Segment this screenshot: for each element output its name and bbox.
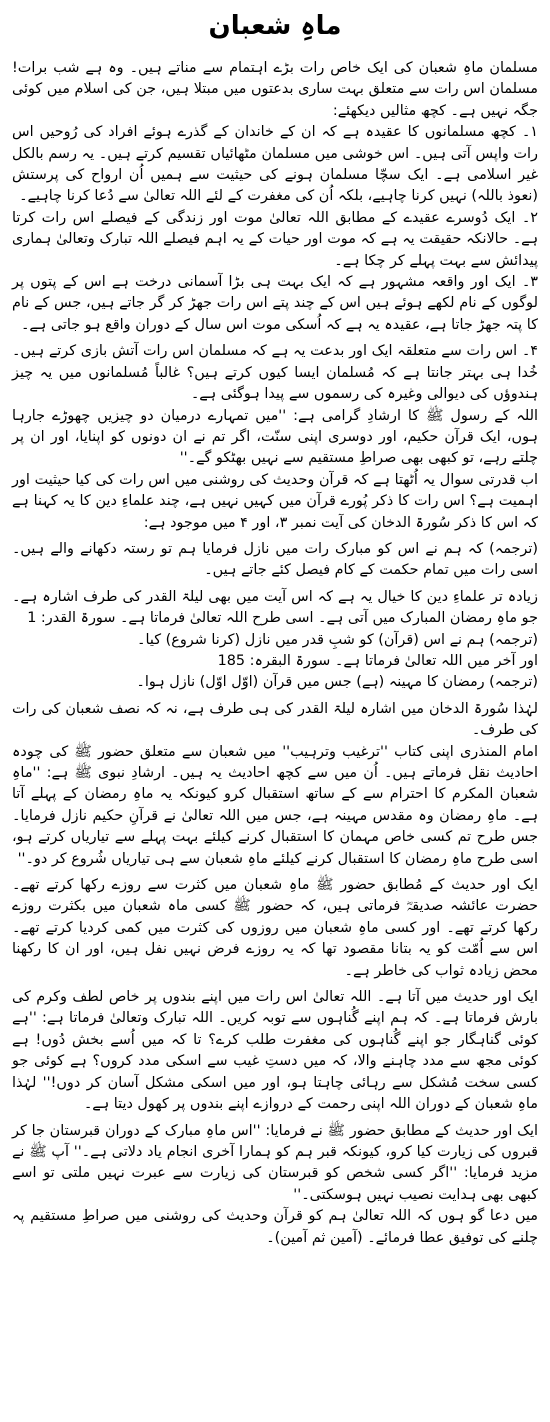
intro-paragraph: مسلمان ماہِ شعبان کی ایک خاص رات بڑے اہتمام سے مناتے ہیں۔ وہ ہے شب برات! مسلمان اس رات سے متعلق بہت ساری بدعتوں میں مبتلا ہیں، جن کی اسلام میں کوئی جگہ نہیں ہے۔ کچھ مثالیں دیکھئے: xyxy=(12,60,538,119)
closing-dua: میں دعا گو ہوں کہ اللہ تعالیٰ ہم کو قرآن وحدیث کی روشنی میں صراطِ مستقیم پہ چلنے کی توفیق عطا فرمائے۔ (آمین ثم آمین)۔ xyxy=(12,1208,538,1246)
scholars-paragraph: زیادہ تر علماءِ دین کا خیال یہ ہے کہ اس آیت میں بھی لیلۃ القدر کی طرف اشارہ ہے۔ جو ماہِ رمضان المبارک میں آتی ہے۔ اسی طرح اللہ تعالیٰ فرماتا ہے۔ سورۃ القدر: 1 xyxy=(12,588,538,627)
graves-paragraph: ایک اور حدیث کے مطابق حضور ﷺ نے فرمایا: ''اس ماہِ مبارک کے دوران قبرستان جا کر قبروں کی زیارت کیا کرو، کیونکہ قبر ہم کو ہمارا آخری انجام یاد دلاتی ہے۔'' آپ ﷺ نے مزید فرمایا: ''اگر کسی شخص کو قبرستان کی زیارت سے عبرت نہیں ملتی تو اسے کبھی بھی ہدایت نصیب نہیں ہوسکتی۔'' xyxy=(12,1122,538,1203)
article-body xyxy=(12,58,538,1249)
list-item-1: ۱۔ کچھ مسلمانوں کا عقیدہ ہے کہ ان کے خاندان کے گذرے ہوئے افراد کی رُوحیں اس رات واپس آتی ہیں۔ اس خوشی میں مسلمان مٹھائیاں تقسیم کرتے ہیں۔ یہ رسم بالکل غیر اسلامی ہے۔ ایک سچّا مسلمان ہونے کی حیثیت سے ہمیں اُن ارواح کی پرستش (نعوذ باللہ) نہیں کرنا چاہیے، بلکہ اُن کی مغفرت کے لئے اللہ تعالیٰ سے دُعا کرنا چاہیے۔ xyxy=(12,124,538,205)
list-item-4: ۴۔ اس رات سے متعلقہ ایک اور بدعت یہ ہے کہ مسلمان اس رات آتش بازی کرتے ہیں۔ خُدا ہی بہتر جانتا ہے کہ مُسلمان ایسا کیوں کرتے ہیں؟ غالباً مُسلمانوں میں یہ چیز ہندوؤں کی دیوالی وغیرہ کی رسموں سے پیدا ہوگئی ہے۔ xyxy=(12,343,538,403)
question-paragraph: اب قدرتی سوال یہ اُٹھتا ہے کہ قرآن وحدیث کی روشنی میں اس رات کی کیا حیثیت اور اہمیت ہے؟ اس رات کا ذکر پُورے قرآن میں کہیں نہیں ہے، چند علماءِ دین کا یہ کہنا ہے کہ اس کا ذکر سُورۃ الدخان کی آیت نمبر ۳، اور ۴ میں موجود ہے: xyxy=(12,471,538,531)
hadith-paragraph: اللہ کے رسول ﷺ کا ارشادِ گرامی ہے: ''میں تمہارے درمیان دو چیزیں چھوڑے جارہا ہوں، ایک قرآن حکیم، اور دوسری اپنی سنّت، اگر تم نے ان دونوں کو اپنایا، اور ان پر چلتے رہے، تو کبھی بھی صراطِ مستقیم سے نہیں بھٹکو گے۔'' xyxy=(12,407,538,467)
forgiveness-paragraph: ایک اور حدیث میں آتا ہے۔ اللہ تعالیٰ اس رات میں اپنے بندوں پر خاص لطف وکرم کی بارش فرماتا ہے۔ کہ ہم اپنے گُناہوں سے توبہ کریں۔ اللہ تبارک وتعالیٰ فرماتا ہے: ''ہے کوئی گناہگار جو اپنے گُناہوں کی مغفرت طلب کرے؟ تا کہ میں اُسے بخش دُوں! ہے کوئی مجھ سے مدد چاہنے والا، کہ میں دستِ غیب سے اسکی مدد کروں؟ ہے کوئی جو کسی سخت مُشکل سے رہائی چاہتا ہو، اور میں اسکی مشکل آسان کر دوں!'' لہٰذا ماہِ شعبان کے دوران اللہ اپنی رحمت کے دروازے اپنے بندوں پر کھول دیتا ہے۔ xyxy=(12,989,538,1113)
page-title: ماہِ شعبان xyxy=(208,11,342,41)
list-item-2: ۲۔ ایک دُوسرے عقیدے کے مطابق اللہ تعالیٰ موت اور زندگی کے فیصلے اس رات کرتا ہے۔ حالانکہ حقیقت یہ ہے کہ موت اور حیات کے یہ اہم فیصلے اللہ تبارک وتعالیٰ ہماری پیدائش سے بہت پہلے کر چکا ہے۔ xyxy=(12,209,538,269)
conclusion-dukhan: لہٰذا سُورۃ الدخان میں اشارہ لیلۃ القدر کی ہی طرف ہے، نہ کہ نصف شعبان کی رات کی طرف۔ xyxy=(12,700,538,739)
munziri-paragraph: امام المنذری اپنی کتاب ''ترغیب وترہیب'' میں شعبان سے متعلق حضور ﷺ کی چودہ احادیث نقل فرماتے ہیں۔ اُن میں سے کچھ احادیث یہ ہیں۔ ارشادِ نبوی ﷺ ہے: ''ماہِ شعبان المکرم کا احترام سے کے ساتھ استقبال کرو کیونکہ یہ ماہِ رمضان کے پہلے آتا ہے۔ ماہِ رمضان وہ مقدس مہینہ ہے، جس میں اللہ تعالیٰ نے قرآنِ حکیم نازل فرمایا۔ جس طرح تم کسی خاص مہمان کا استقبال کرنے کیلئے بہت پہلے سے تیاریاں کرتے ہو، اسی طرح ماہِ رمضان کا استقبال کرنے کیلئے ماہِ شعبان سے ہی تیاریاں شُروع کر دو۔'' xyxy=(12,743,538,867)
translation-baqarah: (ترجمہ) رمضان کا مہینہ (ہے) جس میں قرآن (اوّل اوّل) نازل ہوا۔ xyxy=(136,674,538,691)
list-item-3: ۳۔ ایک اور واقعہ مشہور ہے کہ ایک بہت ہی بڑا آسمانی درخت ہے اس کے پتوں پر لوگوں کے نام لکھے ہوئے ہیں اس کے چند پتے اس رات جھڑ کر گر جاتے ہیں، جس کے نام کا پتہ جھڑ جاتا ہے، عقیدہ یہ ہے کہ اُسکی موت اس سال کے دوران واقع ہو جاتی ہے۔ xyxy=(12,274,538,333)
baqarah-line: اور آخر میں اللہ تعالیٰ فرماتا ہے۔ سورۃ البقرہ: 185 xyxy=(217,652,538,669)
fasting-paragraph: ایک اور حدیث کے مُطابق حضور ﷺ ماہِ شعبان میں کثرت سے روزے رکھا کرتے تھے۔ حضرت عائشہ صدیقہؓ فرماتی ہیں، کہ حضور ﷺ کسی ماہ شعبان میں بکثرت روزے رکھا کرتے تھے۔ اور کسی ماہِ شعبان میں روزوں کی کثرت میں کمی کردیا کرتے تھے۔ اس سے اُمّت کو یہ بتانا مقصود تھا کہ یہ روزے فرض نہیں نفل ہیں، اور ان کا رکھنا محض زیادہ ثواب کی خاطر ہے۔ xyxy=(12,877,538,979)
translation-qadr: (ترجمہ) ہم نے اس (قرآن) کو شبِ قدر میں نازل (کرنا شروع) کیا۔ xyxy=(137,631,538,648)
translation-dukhan: (ترجمہ) کہ ہم نے اس کو مبارک رات میں نازل فرمایا ہم تو رستہ دکھانے والے ہیں۔ اسی رات میں تمام حکمت کے کام فیصل کئے جاتے ہیں۔ xyxy=(12,540,538,579)
